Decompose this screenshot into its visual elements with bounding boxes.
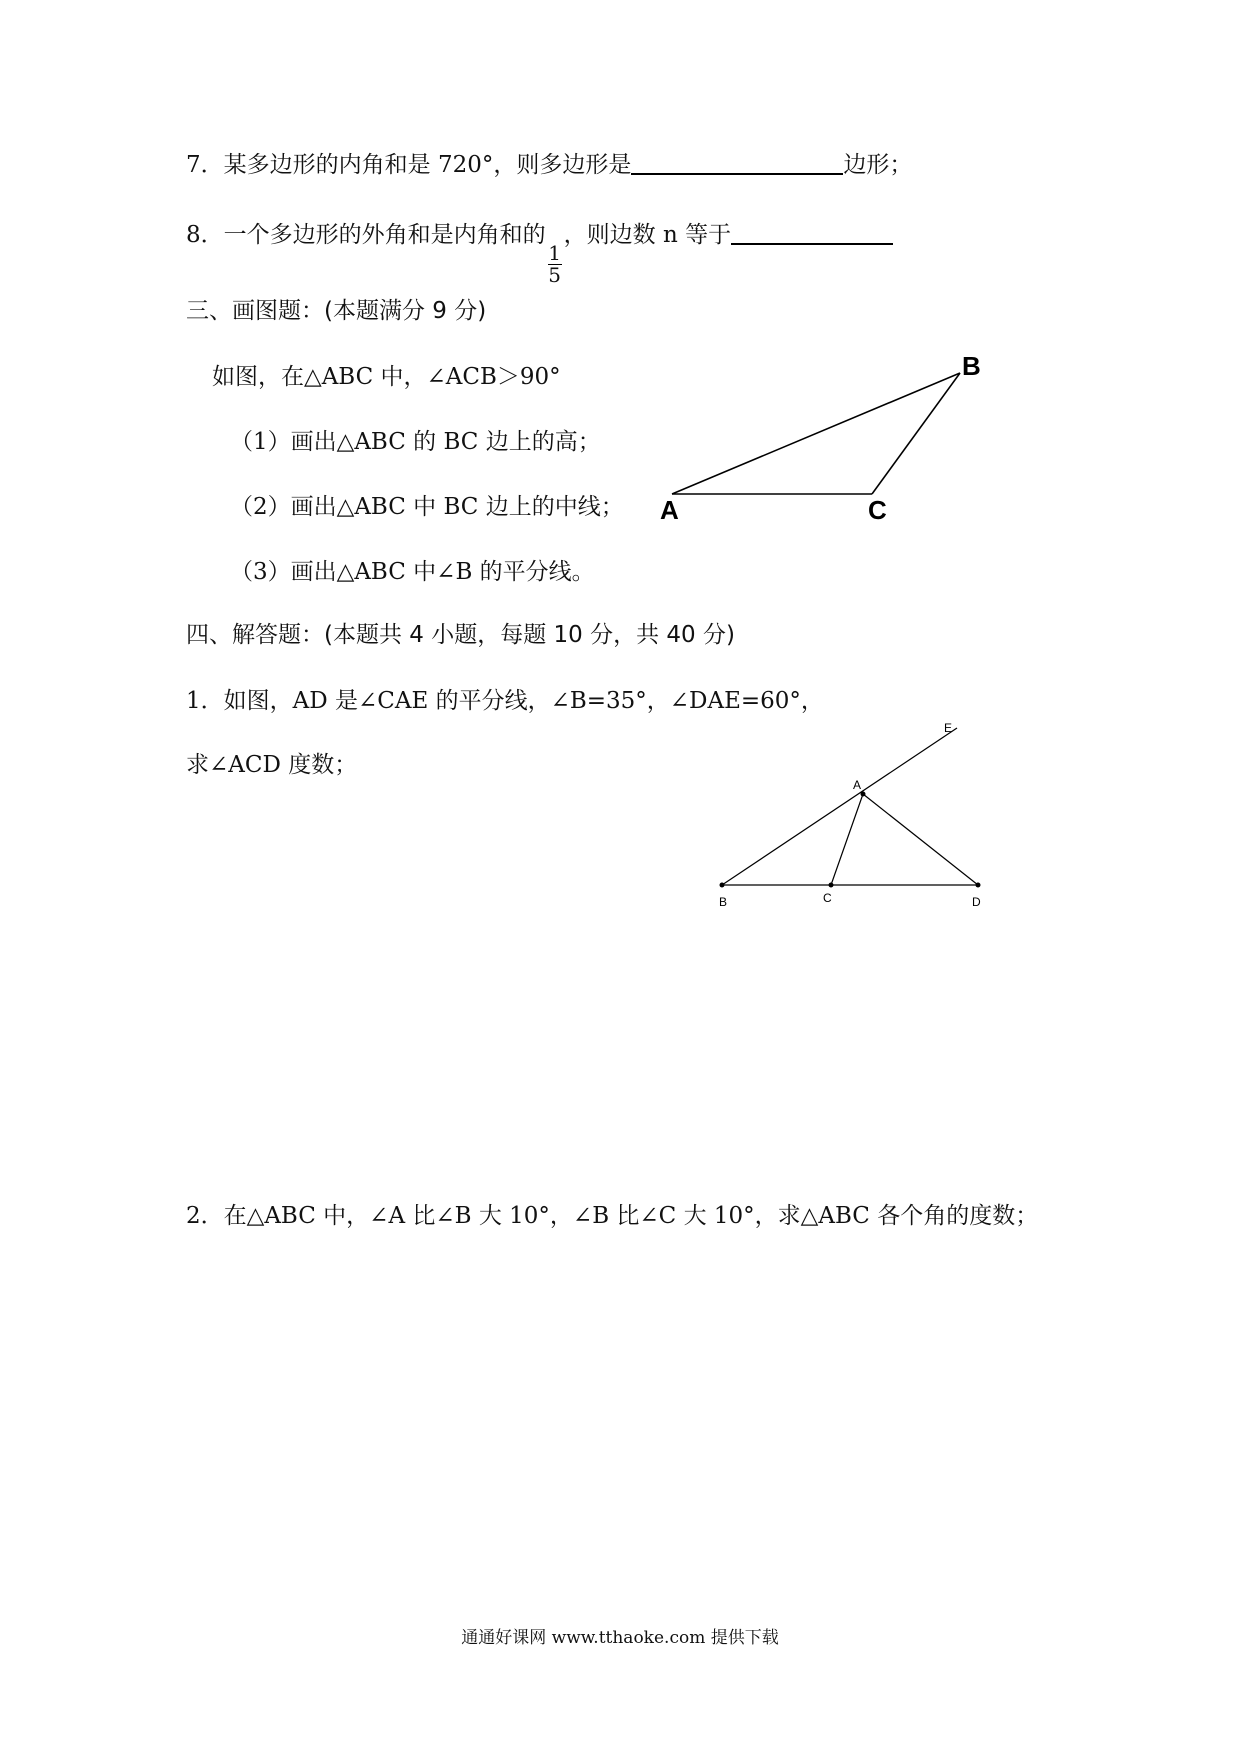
label-e: E (944, 721, 953, 735)
problem-1-line-1: 1．如图，AD 是∠CAE 的平分线，∠B=35°，∠DAE=60°， (186, 688, 824, 714)
label-c: C (823, 891, 832, 905)
drawing-item-1: （1）画出△ABC 的 BC 边上的高； (230, 429, 601, 455)
point-c (829, 883, 834, 888)
label-a: A (660, 495, 679, 525)
question-suffix: 边形； (843, 152, 913, 178)
fraction-denominator: 5 (548, 263, 561, 287)
problem-2: 2．在△ABC 中，∠A 比∠B 大 10°，∠B 比∠C 大 10°，求△ABC 各个角的度数； (186, 1203, 1039, 1229)
section-4-title: 四、解答题：(本题共 4 小题，每题 10 分，共 40 分) (186, 622, 735, 648)
label-a: A (853, 778, 862, 792)
drawing-item-3: （3）画出△ABC 中∠B 的平分线。 (230, 559, 595, 585)
segment-ad (863, 794, 978, 885)
drawing-item-2: （2）画出△ABC 中 BC 边上的中线； (230, 494, 624, 520)
page-footer: 通通好课网 www.tthaoke.com 提供下载 (461, 1628, 779, 1648)
question-number: 7． (186, 152, 224, 178)
question-text: 某多边形的内角和是 720°，则多边形是 (223, 152, 632, 178)
label-b: B (719, 895, 728, 909)
label-d: D (972, 895, 981, 909)
fraction-numerator: 1 (548, 241, 561, 265)
point-b (720, 883, 725, 888)
label-b: B (962, 351, 981, 381)
label-c: C (868, 495, 887, 525)
point-a (861, 792, 866, 797)
question-suffix: ，则边数 n 等于 (563, 222, 732, 248)
segment-ac (831, 794, 863, 885)
point-d (976, 883, 981, 888)
section-3-title: 三、画图题：(本题满分 9 分) (186, 298, 487, 324)
drawing-intro: 如图，在△ABC 中，∠ACB＞90° (212, 364, 561, 390)
question-text: 一个多边形的外角和是内角和的 (223, 222, 546, 248)
problem-1-line-2: 求∠ACD 度数； (186, 752, 358, 778)
question-number: 8． (186, 222, 224, 248)
